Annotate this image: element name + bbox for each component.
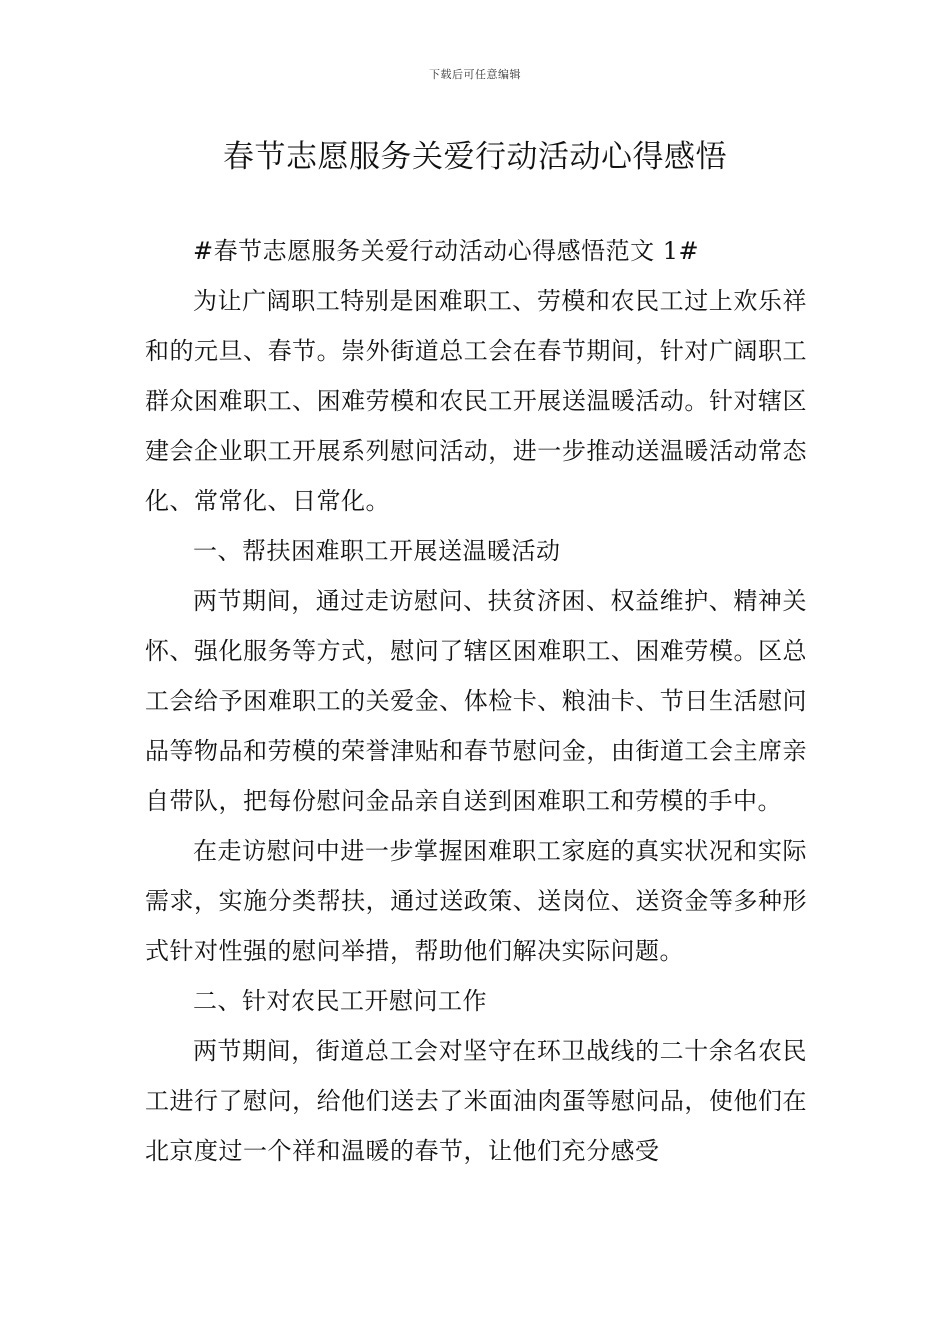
document-title: 春节志愿服务关爱行动活动心得感悟: [223, 139, 727, 175]
document-body: [145, 226, 807, 1176]
paragraph: 两节期间，通过走访慰问、扶贫济困、权益维护、精神关怀、强化服务等方式，慰问了辖区困难职工、困难劳模。区总工会给予困难职工的关爱金、体检卡、粮油卡、节日生活慰问品等物品和劳模的荣誉津贴和春节慰问金，由街道工会主席亲自带队，把每份慰问金品亲自送到困难职工和劳模的手中。: [145, 587, 807, 815]
subsection-heading: 二、针对农民工开慰问工作: [193, 987, 487, 1015]
section-heading: #春节志愿服务关爱行动活动心得感悟范文 1#: [193, 237, 700, 265]
header-note: 下载后可任意编辑: [429, 68, 521, 81]
paragraph: 两节期间，街道总工会对坚守在环卫战线的二十余名农民工进行了慰问，给他们送去了米面油肉蛋等慰问品，使他们在北京度过一个祥和温暖的春节，让他们充分感受: [145, 1037, 807, 1165]
paragraph: 在走访慰问中进一步掌握困难职工家庭的真实状况和实际需求，实施分类帮扶，通过送政策、送岗位、送资金等多种形式针对性强的慰问举措，帮助他们解决实际问题。: [145, 837, 807, 965]
subsection-heading: 一、帮扶困难职工开展送温暖活动: [193, 537, 561, 565]
paragraph: 为让广阔职工特别是困难职工、劳模和农民工过上欢乐祥和的元旦、春节。崇外街道总工会在春节期间，针对广阔职工群众困难职工、困难劳模和农民工开展送温暖活动。针对辖区建会企业职工开展系列慰问活动，进一步推动送温暖活动常态化、常常化、日常化。: [145, 287, 807, 515]
